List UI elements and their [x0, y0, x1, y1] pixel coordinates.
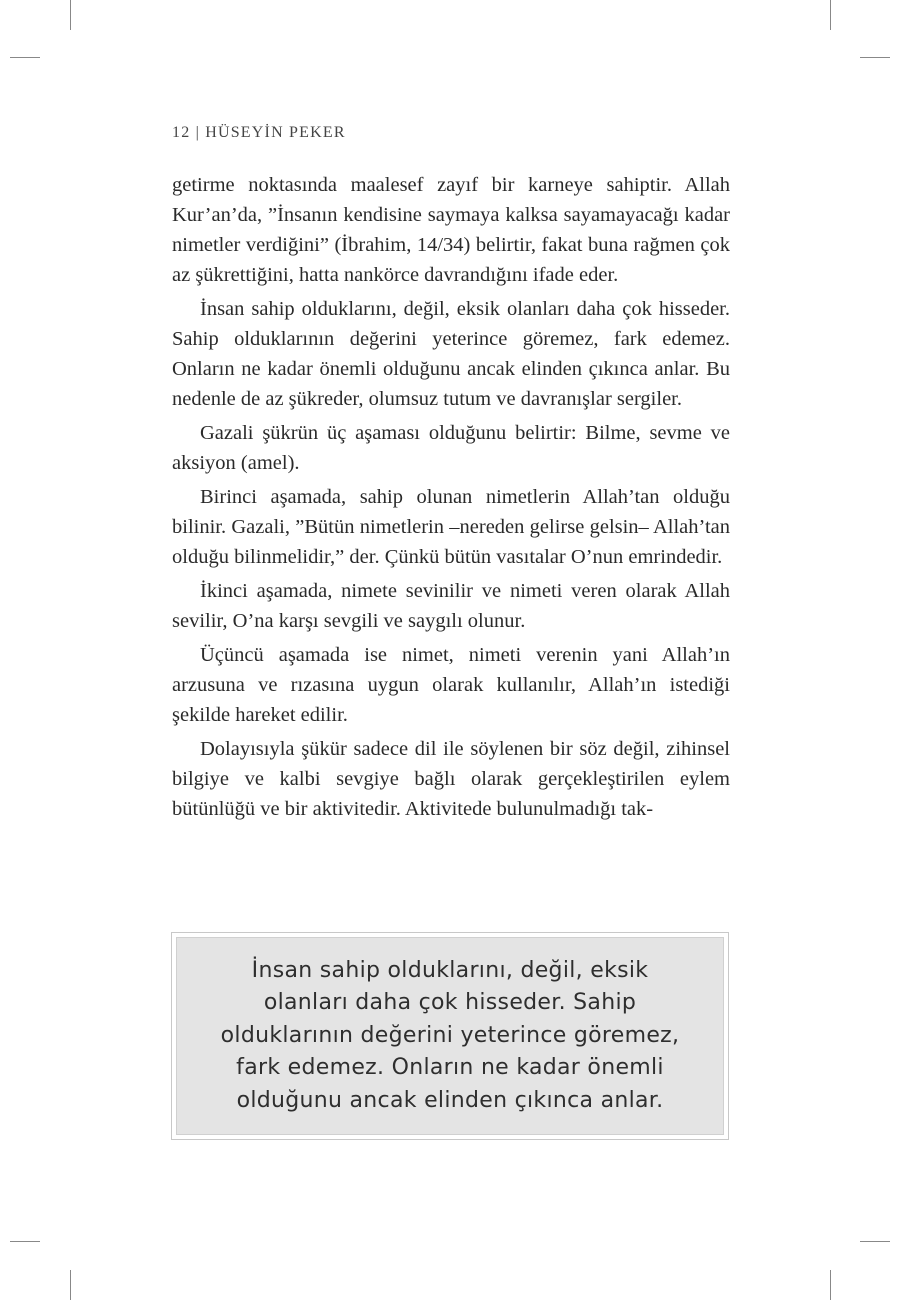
paragraph: getirme noktasında maalesef zayıf bir karneye sahiptir. Allah Kur’an’da, ”İnsanın kendisine saymaya kalksa sayamayacağı kadar nimetler verdiğini” (İbrahim, 14/34) belirtir, fakat buna rağmen çok az şükrettiğini, hatta nankörce davrandığını ifade eder.: [172, 174, 730, 286]
crop-mark-top-right-h: [860, 57, 890, 58]
paragraph: İnsan sahip olduklarını, değil, eksik olanları daha çok hisseder. Sahip olduklarının değerini yeterince göremez, fark edemez. Onların ne kadar önemli olduğunu ancak elinden çıkınca anlar. Bu nedenle de az şükreder, olumsuz tutum ve davranışlar sergiler.: [172, 298, 730, 410]
pull-quote-panel: [176, 937, 724, 1135]
crop-mark-bottom-right-h: [860, 1241, 890, 1242]
pull-quote-box: [171, 932, 729, 1140]
pull-quote-text: İnsan sahip olduklarını, değil, eksik olanları daha çok hisseder. Sahip olduklarının değerini yeterince göremez, fark edemez. Onların ne kadar önemli olduğunu ancak elinden çıkınca anlar.: [220, 957, 680, 1113]
crop-mark-bottom-right: [830, 1270, 831, 1300]
crop-mark-top-left-h: [10, 57, 40, 58]
crop-mark-bottom-left: [70, 1270, 71, 1300]
body-text: [172, 170, 730, 828]
crop-mark-top-left: [70, 0, 71, 30]
crop-mark-bottom-left-h: [10, 1241, 40, 1242]
paragraph: İkinci aşamada, nimete sevinilir ve nimeti veren olarak Allah sevilir, O’na karşı sevgili ve saygılı olunur.: [172, 580, 730, 632]
paragraph: Birinci aşamada, sahip olunan nimetlerin Allah’tan olduğu bilinir. Gazali, ”Bütün nimetlerin –nereden gelirse gelsin– Allah’tan olduğu bilinmelidir,” der. Çünkü bütün vasıtalar O’nun emrindedir.: [172, 486, 730, 568]
crop-mark-top-right: [830, 0, 831, 30]
running-head: 12 | HÜSEYİN PEKER: [172, 124, 346, 141]
paragraph: Gazali şükrün üç aşaması olduğunu belirtir: Bilme, sevme ve aksiyon (amel).: [172, 422, 730, 474]
paragraph: Üçüncü aşamada ise nimet, nimeti verenin yani Allah’ın arzusuna ve rızasına uygun olarak kullanılır, Allah’ın istediği şekilde hareket edilir.: [172, 644, 730, 726]
paragraph: Dolayısıyla şükür sadece dil ile söylenen bir söz değil, zihinsel bilgiye ve kalbi sevgiye bağlı olarak gerçekleştirilen eylem bütünlüğü ve bir aktivitedir. Aktivitede bulunulmadığı tak-: [172, 738, 730, 820]
